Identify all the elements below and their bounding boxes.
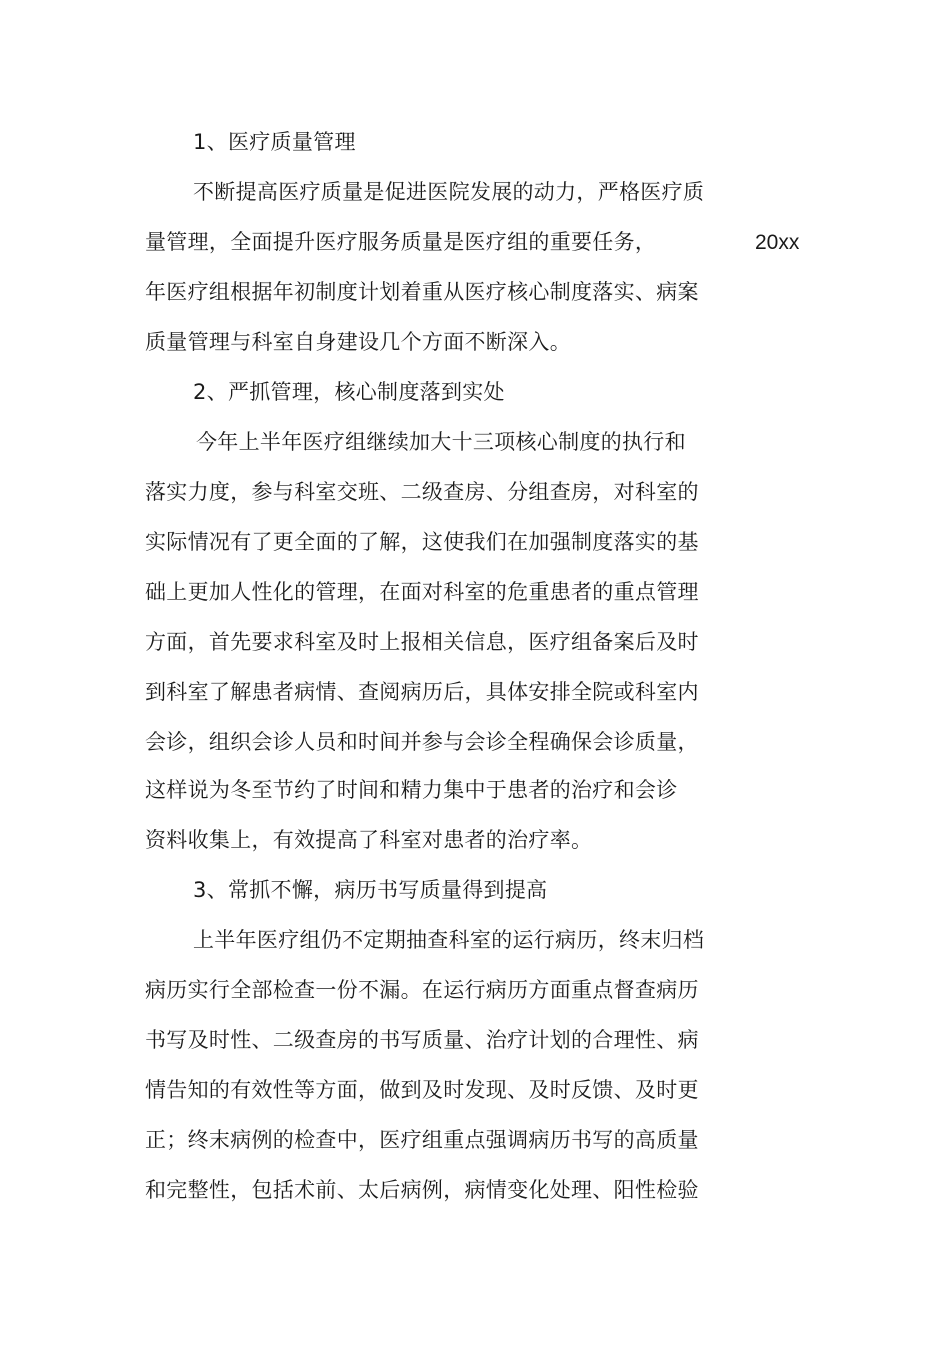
paragraph-line: 到科室了解患者病情、查阅病历后，具体安排全院或科室内 [145, 680, 699, 704]
paragraph-line: 不断提高医疗质量是促进医院发展的动力，严格医疗质 [193, 180, 705, 204]
paragraph-line: 上半年医疗组仍不定期抽查科室的运行病历，终末归档 [193, 928, 705, 952]
paragraph-line: 会诊，组织会诊人员和时间并参与会诊全程确保会诊质量， [145, 730, 699, 754]
paragraph-line: 病历实行全部检查一份不漏。在运行病历方面重点督查病历 [145, 978, 699, 1002]
paragraph-line: 正；终末病例的检查中，医疗组重点强调病历书写的高质量 [145, 1128, 699, 1152]
paragraph-line: 和完整性，包括术前、太后病例，病情变化处理、阳性检验 [145, 1178, 699, 1202]
paragraph-line: 资料收集上，有效提高了科室对患者的治疗率。 [145, 828, 593, 852]
paragraph-line: 落实力度，参与科室交班、二级查房、分组查房，对科室的 [145, 480, 699, 504]
paragraph-line: 量管理，全面提升医疗服务质量是医疗组的重要任务， [145, 230, 657, 254]
paragraph-line: 情告知的有效性等方面，做到及时发现、及时反馈、及时更 [145, 1078, 699, 1102]
year-placeholder: 20xx [755, 231, 800, 254]
section-heading-1: 1、医疗质量管理 [193, 130, 356, 154]
paragraph-line: 方面，首先要求科室及时上报相关信息，医疗组备案后及时 [145, 630, 699, 654]
paragraph-line: 年医疗组根据年初制度计划着重从医疗核心制度落实、病案 [145, 280, 699, 304]
section-heading-3: 3、常抓不懈，病历书写质量得到提高 [193, 878, 548, 902]
paragraph-line: 这样说为冬至节约了时间和精力集中于患者的治疗和会诊 [145, 778, 678, 802]
paragraph-line: 今年上半年医疗组继续加大十三项核心制度的执行和 [196, 430, 686, 454]
paragraph-line: 质量管理与科室自身建设几个方面不断深入。 [145, 330, 571, 354]
paragraph-line: 书写及时性、二级查房的书写质量、治疗计划的合理性、病 [145, 1028, 699, 1052]
paragraph-line: 础上更加人性化的管理，在面对科室的危重患者的重点管理 [145, 580, 699, 604]
paragraph-line: 实际情况有了更全面的了解，这使我们在加强制度落实的基 [145, 530, 699, 554]
section-heading-2: 2、严抓管理，核心制度落到实处 [193, 380, 505, 404]
